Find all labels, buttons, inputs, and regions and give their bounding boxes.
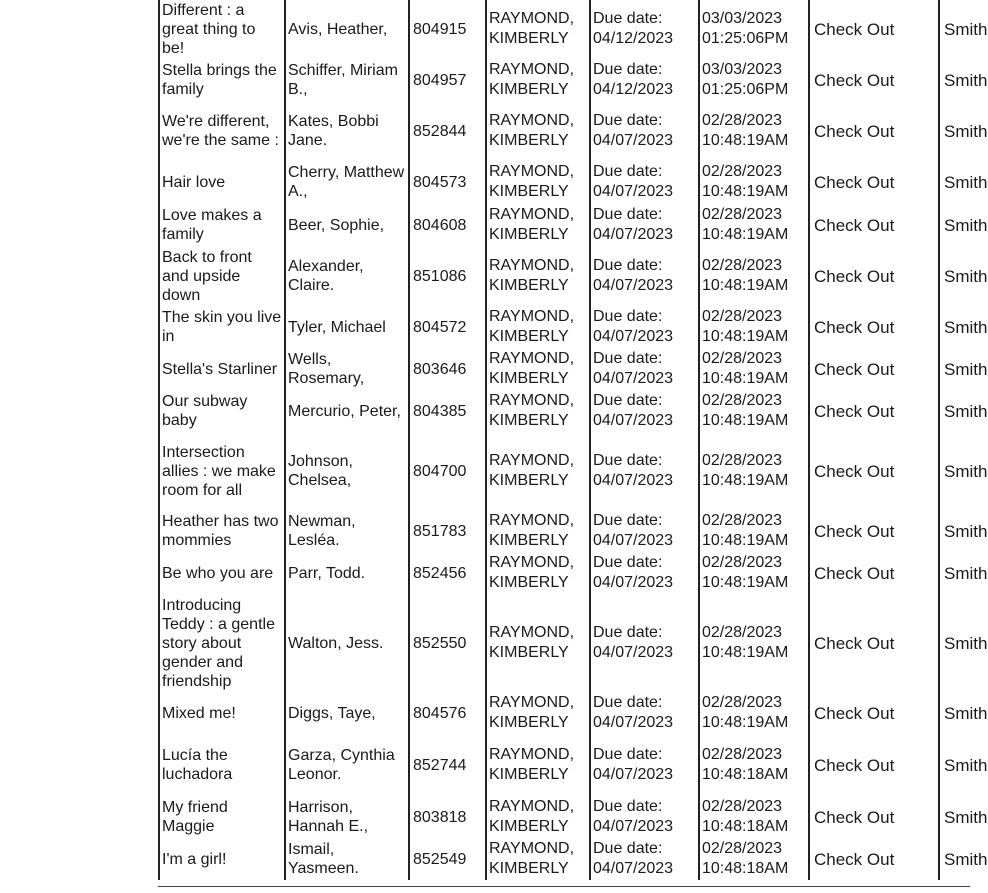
transaction-timestamp [699, 734, 809, 796]
due-date-label: Due date: [593, 694, 663, 711]
staff-name: Smith [939, 594, 988, 692]
patron-last-name: RAYMOND, [489, 798, 575, 815]
due-date-cell [590, 390, 699, 432]
due-date-value: 04/07/2023 [593, 328, 674, 345]
staff-name: Smith [939, 734, 988, 796]
transaction-action: Check Out [809, 204, 939, 246]
due-date-cell [590, 594, 699, 692]
transaction-date: 02/28/2023 [702, 112, 783, 129]
patron-first-name: KIMBERLY [489, 532, 569, 549]
item-barcode: 804915 [409, 0, 486, 58]
due-date-value: 04/07/2023 [593, 370, 674, 387]
patron-name [486, 204, 590, 246]
staff-name: Smith [939, 246, 988, 306]
due-date-value: 04/07/2023 [593, 472, 674, 489]
patron-name [486, 160, 590, 204]
transaction-timestamp [699, 838, 809, 880]
item-author: Tyler, Michael [285, 306, 409, 348]
item-barcode: 804700 [409, 432, 486, 510]
checkout-log-rows [159, 0, 988, 880]
table-row [159, 734, 988, 796]
transaction-action: Check Out [809, 306, 939, 348]
transaction-timestamp [699, 692, 809, 734]
patron-last-name: RAYMOND, [489, 112, 575, 129]
patron-first-name: KIMBERLY [489, 574, 569, 591]
item-barcode: 852549 [409, 838, 486, 880]
transaction-date: 02/28/2023 [702, 308, 783, 325]
item-barcode: 852550 [409, 594, 486, 692]
item-barcode: 851783 [409, 510, 486, 552]
patron-first-name: KIMBERLY [489, 472, 569, 489]
transaction-action: Check Out [809, 160, 939, 204]
transaction-timestamp [699, 796, 809, 838]
transaction-action: Check Out [809, 692, 939, 734]
item-title: Heather has two mommies [159, 510, 285, 552]
due-date-label: Due date: [593, 392, 663, 409]
due-date-label: Due date: [593, 10, 663, 27]
patron-last-name: RAYMOND, [489, 392, 575, 409]
patron-name [486, 348, 590, 390]
table-row [159, 510, 988, 552]
due-date-label: Due date: [593, 206, 663, 223]
due-date-value: 04/07/2023 [593, 574, 674, 591]
due-date-cell [590, 510, 699, 552]
item-barcode: 852456 [409, 552, 486, 594]
due-date-value: 04/12/2023 [593, 30, 674, 47]
patron-last-name: RAYMOND, [489, 350, 575, 367]
table-row [159, 432, 988, 510]
transaction-time: 01:25:06PM [702, 30, 789, 47]
due-date-value: 04/12/2023 [593, 81, 674, 98]
staff-name: Smith [939, 306, 988, 348]
patron-name [486, 246, 590, 306]
transaction-timestamp [699, 348, 809, 390]
due-date-label: Due date: [593, 452, 663, 469]
due-date-label: Due date: [593, 257, 663, 274]
due-date-cell [590, 692, 699, 734]
transaction-action: Check Out [809, 390, 939, 432]
patron-last-name: RAYMOND, [489, 163, 575, 180]
transaction-timestamp [699, 552, 809, 594]
patron-name [486, 58, 590, 102]
transaction-time: 10:48:19AM [702, 574, 789, 591]
patron-name [486, 102, 590, 160]
patron-first-name: KIMBERLY [489, 328, 569, 345]
item-author: Newman, Lesléa. [285, 510, 409, 552]
checkout-log-sheet [158, 0, 988, 880]
due-date-value: 04/07/2023 [593, 183, 674, 200]
due-date-label: Due date: [593, 163, 663, 180]
due-date-cell [590, 306, 699, 348]
table-row [159, 160, 988, 204]
transaction-time: 10:48:19AM [702, 132, 789, 149]
transaction-timestamp [699, 432, 809, 510]
transaction-time: 10:48:19AM [702, 714, 789, 731]
transaction-date: 02/28/2023 [702, 392, 783, 409]
due-date-cell [590, 734, 699, 796]
due-date-value: 04/07/2023 [593, 818, 674, 835]
transaction-date: 02/28/2023 [702, 350, 783, 367]
item-barcode: 852844 [409, 102, 486, 160]
transaction-timestamp [699, 204, 809, 246]
due-date-cell [590, 432, 699, 510]
due-date-cell [590, 246, 699, 306]
checkout-log-table [158, 0, 988, 880]
transaction-action: Check Out [809, 734, 939, 796]
transaction-time: 10:48:19AM [702, 183, 789, 200]
patron-last-name: RAYMOND, [489, 61, 575, 78]
transaction-action: Check Out [809, 510, 939, 552]
patron-first-name: KIMBERLY [489, 183, 569, 200]
item-title: I'm a girl! [159, 838, 285, 880]
due-date-cell [590, 58, 699, 102]
patron-last-name: RAYMOND, [489, 624, 575, 641]
item-author: Schiffer, Miriam B., [285, 58, 409, 102]
transaction-action: Check Out [809, 348, 939, 390]
due-date-value: 04/07/2023 [593, 412, 674, 429]
patron-last-name: RAYMOND, [489, 512, 575, 529]
transaction-timestamp [699, 594, 809, 692]
patron-last-name: RAYMOND, [489, 554, 575, 571]
item-title: Lucía the luchadora [159, 734, 285, 796]
transaction-action: Check Out [809, 432, 939, 510]
due-date-value: 04/07/2023 [593, 714, 674, 731]
transaction-date: 03/03/2023 [702, 10, 783, 27]
item-barcode: 852744 [409, 734, 486, 796]
item-barcode: 804576 [409, 692, 486, 734]
transaction-date: 02/28/2023 [702, 452, 783, 469]
transaction-date: 02/28/2023 [702, 798, 783, 815]
due-date-label: Due date: [593, 624, 663, 641]
patron-name [486, 734, 590, 796]
item-title: Mixed me! [159, 692, 285, 734]
item-title: Intersection allies : we make room for all [159, 432, 285, 510]
item-barcode: 804385 [409, 390, 486, 432]
item-barcode: 804573 [409, 160, 486, 204]
transaction-time: 10:48:18AM [702, 860, 789, 877]
transaction-date: 02/28/2023 [702, 746, 783, 763]
item-title: Stella's Starliner [159, 348, 285, 390]
item-barcode: 851086 [409, 246, 486, 306]
transaction-time: 10:48:19AM [702, 226, 789, 243]
table-row [159, 692, 988, 734]
item-author: Harrison, Hannah E., [285, 796, 409, 838]
due-date-value: 04/07/2023 [593, 132, 674, 149]
transaction-action: Check Out [809, 838, 939, 880]
staff-name: Smith [939, 58, 988, 102]
item-barcode: 803646 [409, 348, 486, 390]
due-date-cell [590, 0, 699, 58]
due-date-cell [590, 102, 699, 160]
transaction-action: Check Out [809, 552, 939, 594]
transaction-action: Check Out [809, 796, 939, 838]
item-title: Be who you are [159, 552, 285, 594]
transaction-action: Check Out [809, 102, 939, 160]
table-row [159, 204, 988, 246]
patron-first-name: KIMBERLY [489, 30, 569, 47]
item-barcode: 804572 [409, 306, 486, 348]
due-date-cell [590, 838, 699, 880]
patron-name [486, 0, 590, 58]
item-author: Ismail, Yasmeen. [285, 838, 409, 880]
due-date-value: 04/07/2023 [593, 766, 674, 783]
due-date-cell [590, 348, 699, 390]
due-date-cell [590, 204, 699, 246]
transaction-time: 10:48:18AM [702, 818, 789, 835]
due-date-label: Due date: [593, 61, 663, 78]
patron-last-name: RAYMOND, [489, 257, 575, 274]
item-author: Garza, Cynthia Leonor. [285, 734, 409, 796]
patron-last-name: RAYMOND, [489, 694, 575, 711]
item-author: Mercurio, Peter, [285, 390, 409, 432]
item-barcode: 803818 [409, 796, 486, 838]
due-date-label: Due date: [593, 746, 663, 763]
patron-first-name: KIMBERLY [489, 818, 569, 835]
item-title: Love makes a family [159, 204, 285, 246]
due-date-label: Due date: [593, 512, 663, 529]
transaction-timestamp [699, 510, 809, 552]
patron-first-name: KIMBERLY [489, 370, 569, 387]
patron-last-name: RAYMOND, [489, 308, 575, 325]
transaction-date: 02/28/2023 [702, 840, 783, 857]
transaction-action: Check Out [809, 594, 939, 692]
patron-first-name: KIMBERLY [489, 644, 569, 661]
staff-name: Smith [939, 204, 988, 246]
patron-name [486, 838, 590, 880]
item-barcode: 804608 [409, 204, 486, 246]
transaction-timestamp [699, 0, 809, 58]
item-barcode: 804957 [409, 58, 486, 102]
transaction-action: Check Out [809, 58, 939, 102]
transaction-timestamp [699, 390, 809, 432]
patron-last-name: RAYMOND, [489, 206, 575, 223]
due-date-cell [590, 552, 699, 594]
item-title: Different : a great thing to be! [159, 0, 285, 58]
item-title: Stella brings the family [159, 58, 285, 102]
table-row [159, 0, 988, 58]
transaction-date: 02/28/2023 [702, 163, 783, 180]
transaction-time: 10:48:19AM [702, 644, 789, 661]
transaction-time: 10:48:18AM [702, 766, 789, 783]
table-row [159, 306, 988, 348]
due-date-label: Due date: [593, 350, 663, 367]
staff-name: Smith [939, 510, 988, 552]
item-title: Introducing Teddy : a gentle story about gender and friendship [159, 594, 285, 692]
due-date-value: 04/07/2023 [593, 532, 674, 549]
item-title: Back to front and upside down [159, 246, 285, 306]
transaction-time: 10:48:19AM [702, 370, 789, 387]
item-author: Beer, Sophie, [285, 204, 409, 246]
transaction-action: Check Out [809, 246, 939, 306]
due-date-label: Due date: [593, 112, 663, 129]
patron-name [486, 692, 590, 734]
due-date-label: Due date: [593, 840, 663, 857]
table-row [159, 246, 988, 306]
item-title: My friend Maggie [159, 796, 285, 838]
table-row [159, 390, 988, 432]
patron-first-name: KIMBERLY [489, 714, 569, 731]
transaction-timestamp [699, 102, 809, 160]
staff-name: Smith [939, 432, 988, 510]
staff-name: Smith [939, 796, 988, 838]
item-title: We're different, we're the same : [159, 102, 285, 160]
patron-first-name: KIMBERLY [489, 132, 569, 149]
staff-name: Smith [939, 552, 988, 594]
patron-name [486, 594, 590, 692]
transaction-time: 10:48:19AM [702, 532, 789, 549]
transaction-date: 02/28/2023 [702, 694, 783, 711]
patron-last-name: RAYMOND, [489, 452, 575, 469]
transaction-timestamp [699, 58, 809, 102]
due-date-value: 04/07/2023 [593, 860, 674, 877]
transaction-time: 10:48:19AM [702, 277, 789, 294]
item-title: Hair love [159, 160, 285, 204]
patron-first-name: KIMBERLY [489, 860, 569, 877]
transaction-date: 02/28/2023 [702, 624, 783, 641]
staff-name: Smith [939, 160, 988, 204]
table-row [159, 348, 988, 390]
item-title: The skin you live in [159, 306, 285, 348]
patron-name [486, 510, 590, 552]
staff-name: Smith [939, 0, 988, 58]
staff-name: Smith [939, 838, 988, 880]
transaction-date: 02/28/2023 [702, 206, 783, 223]
transaction-time: 01:25:06PM [702, 81, 789, 98]
due-date-value: 04/07/2023 [593, 277, 674, 294]
staff-name: Smith [939, 692, 988, 734]
transaction-date: 03/03/2023 [702, 61, 783, 78]
transaction-timestamp [699, 306, 809, 348]
due-date-label: Due date: [593, 798, 663, 815]
table-row [159, 594, 988, 692]
table-row [159, 796, 988, 838]
transaction-timestamp [699, 160, 809, 204]
staff-name: Smith [939, 348, 988, 390]
patron-first-name: KIMBERLY [489, 766, 569, 783]
due-date-value: 04/07/2023 [593, 226, 674, 243]
patron-first-name: KIMBERLY [489, 226, 569, 243]
table-row [159, 552, 988, 594]
item-author: Avis, Heather, [285, 0, 409, 58]
item-author: Diggs, Taye, [285, 692, 409, 734]
staff-name: Smith [939, 102, 988, 160]
due-date-cell [590, 160, 699, 204]
patron-last-name: RAYMOND, [489, 746, 575, 763]
transaction-time: 10:48:19AM [702, 472, 789, 489]
patron-name [486, 432, 590, 510]
staff-name: Smith [939, 390, 988, 432]
table-row [159, 838, 988, 880]
due-date-label: Due date: [593, 554, 663, 571]
transaction-date: 02/28/2023 [702, 257, 783, 274]
transaction-date: 02/28/2023 [702, 512, 783, 529]
item-author: Walton, Jess. [285, 594, 409, 692]
patron-name [486, 390, 590, 432]
patron-name [486, 796, 590, 838]
item-title: Our subway baby [159, 390, 285, 432]
item-author: Alexander, Claire. [285, 246, 409, 306]
patron-last-name: RAYMOND, [489, 840, 575, 857]
patron-first-name: KIMBERLY [489, 81, 569, 98]
patron-name [486, 552, 590, 594]
patron-first-name: KIMBERLY [489, 277, 569, 294]
item-author: Parr, Todd. [285, 552, 409, 594]
transaction-time: 10:48:19AM [702, 412, 789, 429]
due-date-value: 04/07/2023 [593, 644, 674, 661]
patron-last-name: RAYMOND, [489, 10, 575, 27]
patron-first-name: KIMBERLY [489, 412, 569, 429]
patron-name [486, 306, 590, 348]
transaction-action: Check Out [809, 0, 939, 58]
item-author: Wells, Rosemary, [285, 348, 409, 390]
table-row [159, 102, 988, 160]
transaction-timestamp [699, 246, 809, 306]
transaction-time: 10:48:19AM [702, 328, 789, 345]
item-author: Cherry, Matthew A., [285, 160, 409, 204]
table-row [159, 58, 988, 102]
due-date-label: Due date: [593, 308, 663, 325]
item-author: Johnson, Chelsea, [285, 432, 409, 510]
due-date-cell [590, 796, 699, 838]
item-author: Kates, Bobbi Jane. [285, 102, 409, 160]
transaction-date: 02/28/2023 [702, 554, 783, 571]
